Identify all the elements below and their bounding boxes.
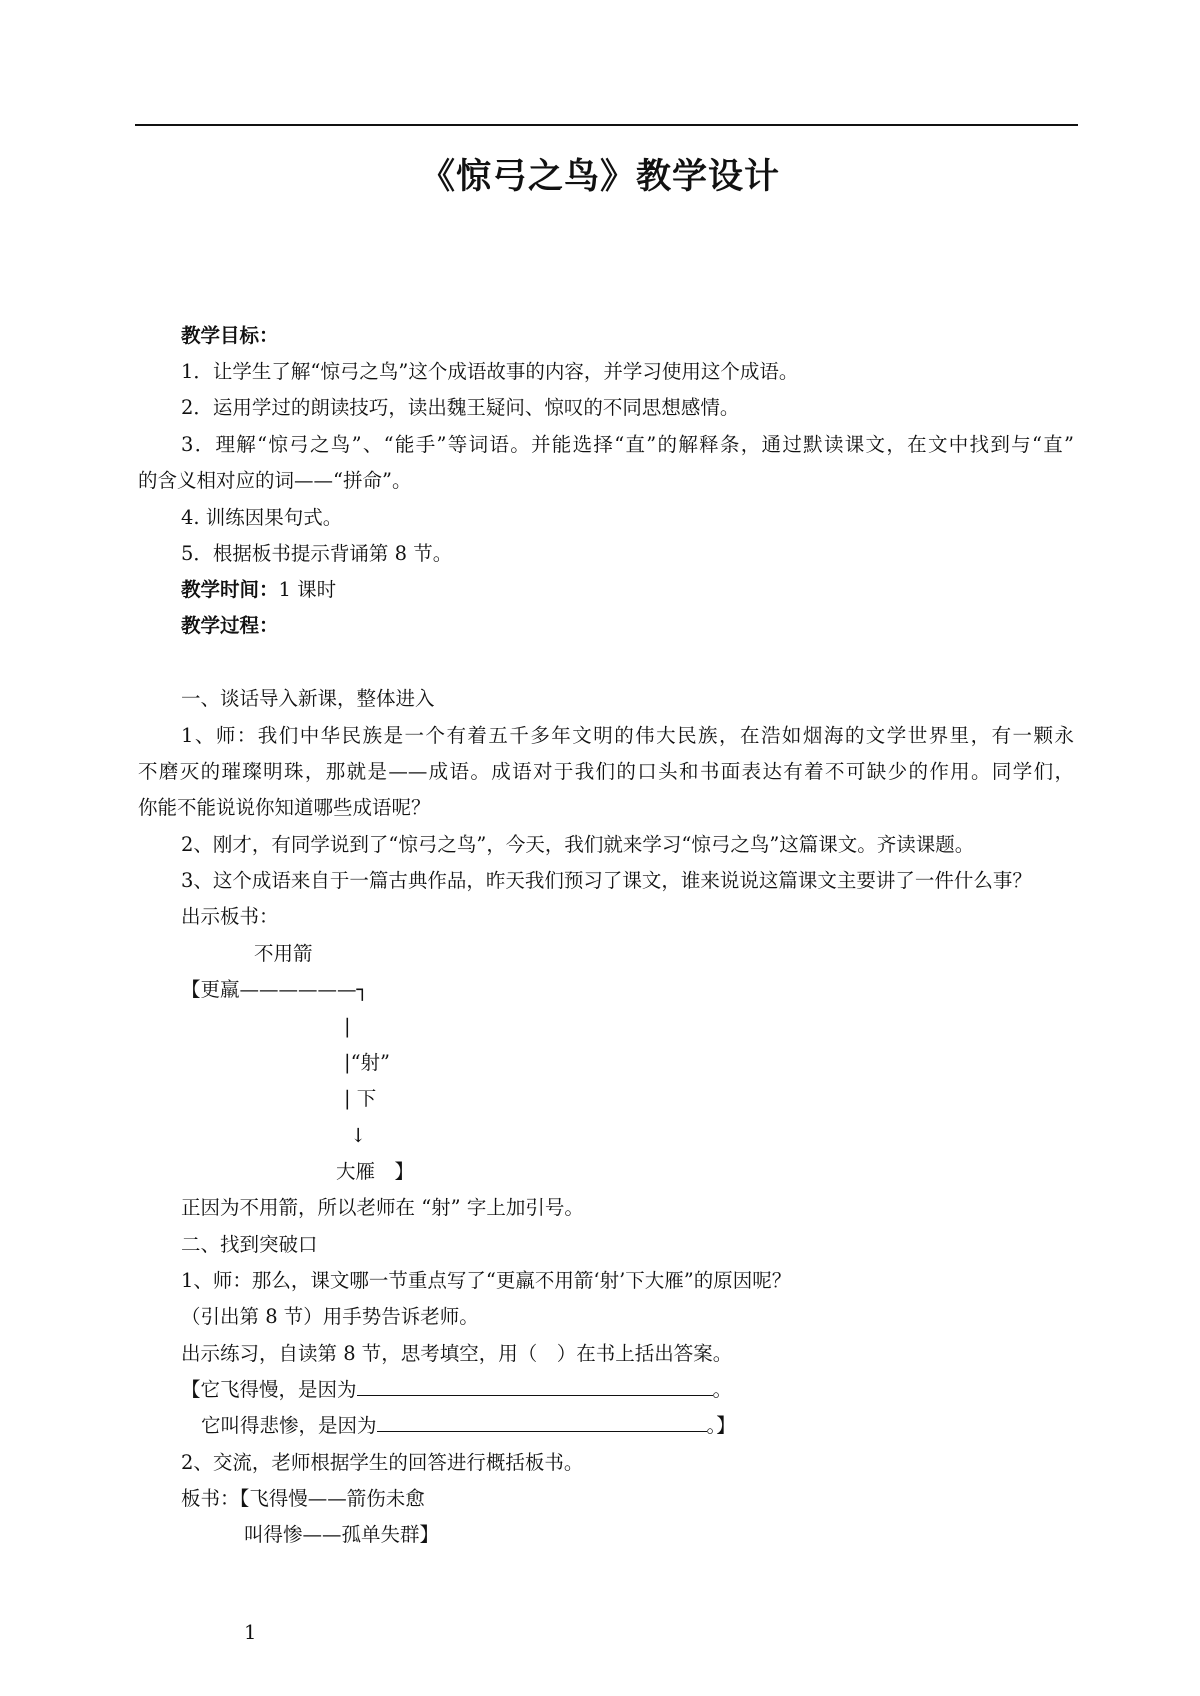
objective-item: 3．理解“惊弓之鸟”、“能手”等词语。并能选择“直”的解释条，通过默读课文，在文中找到与“直” bbox=[181, 433, 1074, 456]
board-text: |“射” bbox=[344, 1051, 391, 1074]
board-text: | bbox=[344, 1015, 351, 1038]
objective-item-continued: 的含义相对应的词——“拼命”。 bbox=[138, 469, 412, 492]
objectives-heading: 教学目标： bbox=[181, 324, 279, 347]
objective-item: 2．运用学过的朗读技巧，读出魏王疑问、惊叹的不同思想感情。 bbox=[181, 396, 740, 419]
down-arrow-icon: ↓ bbox=[350, 1124, 367, 1147]
exercise-text: 出示练习，自读第 8 节，思考填空，用（ ）在书上括出答案。 bbox=[181, 1342, 733, 1365]
fill-blank-line bbox=[181, 1377, 732, 1403]
board-label: 板书： bbox=[181, 1487, 240, 1510]
board-text: 大雁 】 bbox=[336, 1160, 415, 1183]
section2-paragraph: （引出第 8 节）用手势告诉老师。 bbox=[181, 1305, 479, 1328]
show-board-label: 出示板书： bbox=[181, 905, 279, 928]
objective-item: 5．根据板书提示背诵第 8 节。 bbox=[181, 542, 453, 565]
section1-heading: 一、谈话导入新课，整体进入 bbox=[181, 687, 435, 710]
fill-blank-suffix: 。 bbox=[712, 1378, 733, 1401]
teaching-time-value: 1 课时 bbox=[278, 578, 337, 601]
board-text: 【飞得慢——箭伤未愈 bbox=[239, 1487, 425, 1510]
fill-blank-prefix: 它叫得悲惨，是因为 bbox=[201, 1414, 377, 1437]
note-text: 正因为不用箭，所以老师在 “射” 字上加引号。 bbox=[181, 1196, 584, 1219]
document-title: 《惊弓之鸟》教学设计 bbox=[419, 157, 780, 197]
fill-blank-line bbox=[201, 1413, 736, 1439]
section1-paragraph: 2、刚才，有同学说到了“惊弓之鸟”，今天，我们就来学习“惊弓之鸟”这篇课文。齐读课题。 bbox=[181, 833, 975, 856]
blank-field bbox=[357, 1377, 713, 1396]
teaching-time-label: 教学时间： bbox=[181, 578, 279, 601]
header-rule bbox=[135, 124, 1078, 126]
teaching-time bbox=[181, 577, 336, 603]
blank-field bbox=[377, 1413, 707, 1432]
board-text: 叫得惨——孤单失群】 bbox=[244, 1523, 440, 1546]
page-number: 1 bbox=[244, 1621, 257, 1644]
board-text: | 下 bbox=[344, 1087, 377, 1110]
section1-paragraph: 你能不能说说你知道哪些成语呢？ bbox=[138, 796, 431, 819]
board-summary bbox=[181, 1486, 425, 1512]
fill-blank-prefix: 【它飞得慢，是因为 bbox=[181, 1378, 357, 1401]
section2-heading: 二、找到突破口 bbox=[181, 1233, 318, 1256]
section2-paragraph: 2、交流，老师根据学生的回答进行概括板书。 bbox=[181, 1451, 584, 1474]
board-text: 【更羸——————┐ bbox=[181, 978, 369, 1001]
process-heading: 教学过程： bbox=[181, 614, 279, 637]
board-text: 不用箭 bbox=[254, 942, 313, 965]
objective-item: 1．让学生了解“惊弓之鸟”这个成语故事的内容，并学习使用这个成语。 bbox=[181, 360, 799, 383]
fill-blank-suffix: 。】 bbox=[706, 1414, 736, 1437]
section1-paragraph: 1、师：我们中华民族是一个有着五千多年文明的伟大民族，在浩如烟海的文学世界里，有一颗永 bbox=[181, 724, 1074, 747]
objective-item: 4. 训练因果句式。 bbox=[181, 506, 343, 529]
section1-paragraph: 不磨灭的璀璨明珠，那就是——成语。成语对于我们的口头和书面表达有着不可缺少的作用。同学们， bbox=[138, 760, 1074, 783]
section2-paragraph: 1、师：那么，课文哪一节重点写了“更羸不用箭‘射’下大雁”的原因呢？ bbox=[181, 1269, 792, 1292]
section1-paragraph: 3、这个成语来自于一篇古典作品，昨天我们预习了课文，谁来说说这篇课文主要讲了一件什么事？ bbox=[181, 869, 1032, 892]
